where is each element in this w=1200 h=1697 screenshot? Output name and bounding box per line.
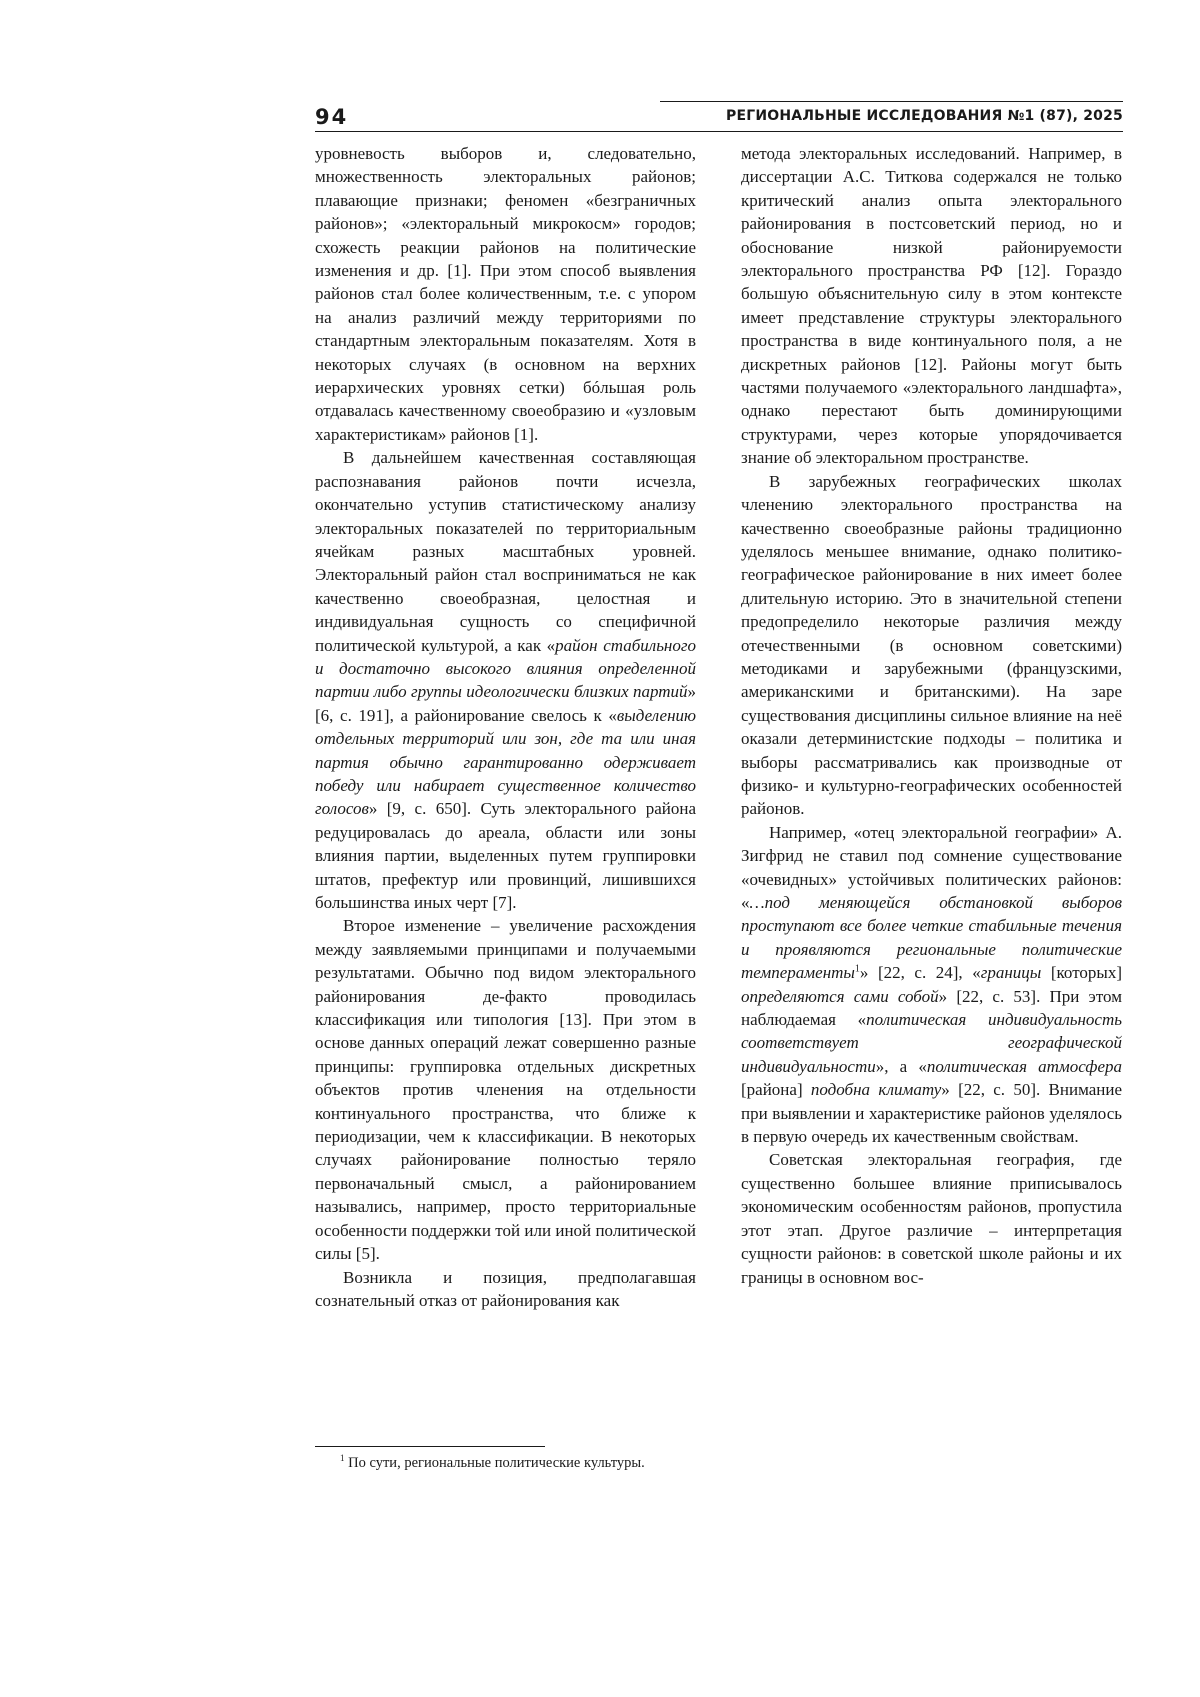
footnote-text: По сути, региональные политические культуры. [344,1455,645,1471]
paragraph [741,821,1122,1149]
italic-quote: район стабильного и достаточно высокого влияния определенной партии либо группы идеологически близких партий [315,635,696,702]
left-column [315,142,696,1312]
running-header [315,104,1123,134]
footnote-marker: 1 [854,963,860,975]
page-number: 94 [315,105,349,129]
paragraph: Советская электоральная география, где существенно большее влияние приписывалось экономическим особенностям районов, пропустила этот этап. Другое различие – интерпретация сущности районов: в советской школе районы и их границы в основном вос- [741,1150,1122,1287]
paragraph: В зарубежных географических школах членению электорального пространства на качественно своеобразные районы традиционно уделялось меньшее внимание, однако политико-географическое районирование в них имеет более длительную историю. Это в значительной степени предопределило некоторые различия между отечественными (в основном советскими) методиками и зарубежными (французскими, американскими и британскими). На заре существования дисциплины сильное влияние на неё оказали детерминистские подходы – политика и выборы рассматривались как производные от физико- и культурно-географических особенностей районов. [741,471,1122,819]
paragraph: метода электоральных исследований. Например, в диссертации А.С. Титкова содержался не только критический анализ опыта электорального районирования в постсоветский период, но и обоснование низкой районируемости электорального пространства РФ [12]. Гораздо большую объяснительную силу в этом контексте имеет представление структуры электорального пространства в виде континуального поля, а не дискретных районов [12]. Районы могут быть частями получаемого «электорального ландшафта», однако перестают быть доминирующими структурами, через которые упорядочивается знание об электоральном пространстве. [741,144,1122,468]
text-run: » [9, с. 650]. Суть электорального района редуцировалась до ареала, области или зоны влияния партии, выделенных путем группировки штатов, префектур или провинций, лишившихся большинства иных черт [7]. [315,799,696,912]
right-column [741,142,1122,1289]
text-run: Например, «отец электоральной географии» А. Зигфрид не ставил под сомнение существование «очевидных» устойчивых политических районов: « [741,822,1122,912]
text-run: » [22, с. 53]. При этом наблюдаемая « [741,986,1122,1030]
paragraph: Возникла и позиция, предполагавшая сознательный отказ от районирования как [315,1267,696,1310]
text-run: [которых] [1041,963,1122,983]
italic-quote: границы [980,963,1042,983]
italic-quote: политическая индивидуальность соответствует географической индивидуальности [741,1010,1122,1076]
footnote-separator [315,1446,545,1447]
italic-quote: определяются сами собой [741,986,939,1006]
footnote [340,1454,645,1472]
header-bottom-rule [315,131,1123,132]
footnote-number: 1 [340,1453,345,1464]
paragraph: уровневость выборов и, следовательно, множественность электоральных районов; плавающие признаки; феномен «безграничных районов»; «электоральный микрокосм» городов; схожесть реакции районов на политические изменения и др. [1]. При этом способ выявления районов стал более количественным, т.е. с упором на анализ различий между территориями по стандартным электоральным показателям. Хотя в некоторых случаях (в основном на верхних иерархических уровнях сетки) бóльшая роль отдавалась качественному своеобразию и «узловым характеристикам» районов [1]. [315,144,696,444]
text-run: В дальнейшем качественная составляющая распознавания районов почти исчезла, окончательно уступив статистическому анализу электоральных показателей по территориальным ячейкам разных масштабных уровней. Электоральный район стал восприниматься не как качественно своеобразная, целостная и индивидуальная сущность со специфичной политической культурой, а как « [315,448,696,655]
journal-title: РЕГИОНАЛЬНЫЕ ИССЛЕДОВАНИЯ №1 (87), 2025 [726,108,1123,124]
text-run: » [22, с. 50]. Внимание при выявлении и характеристике районов уделялось в первую очередь их качественным свойствам. [741,1080,1122,1147]
text-run: » [6, с. 191], а районирование свелось к « [315,682,696,725]
italic-quote: политическая атмосфера [926,1056,1123,1076]
italic-quote: выделению отдельных территорий или зон, где та или иная партия обычно гарантированно одерживает победу или набирает существенное количество голосов [315,705,696,819]
text-run: », а « [875,1056,927,1076]
text-run: » [22, с. 24], « [859,963,981,983]
paragraph [315,446,696,914]
italic-quote: …под меняющейся обстановкой выборов проступают все более четкие стабильные течения и проявляются региональные политические темпераменты [741,893,1122,983]
text-run: [района] [741,1080,811,1100]
paragraph: Второе изменение – увеличение расхождения между заявляемыми принципами и получаемыми результатами. Обычно под видом электорального районирования де-факто проводилась классификация или типология [13]. При этом в основе данных операций лежат совершенно разные принципы: группировка отдельных дискретных объектов против членения на отдельности континуального пространства, что ближе к периодизации, чем к классификации. В некоторых случаях районирование полностью теряло первоначальный смысл, а районированием назывались, например, просто территориальные особенности поддержки той или иной политической силы [5]. [315,916,696,1264]
italic-quote: подобна климату [810,1080,942,1100]
header-top-rule [660,101,1123,102]
